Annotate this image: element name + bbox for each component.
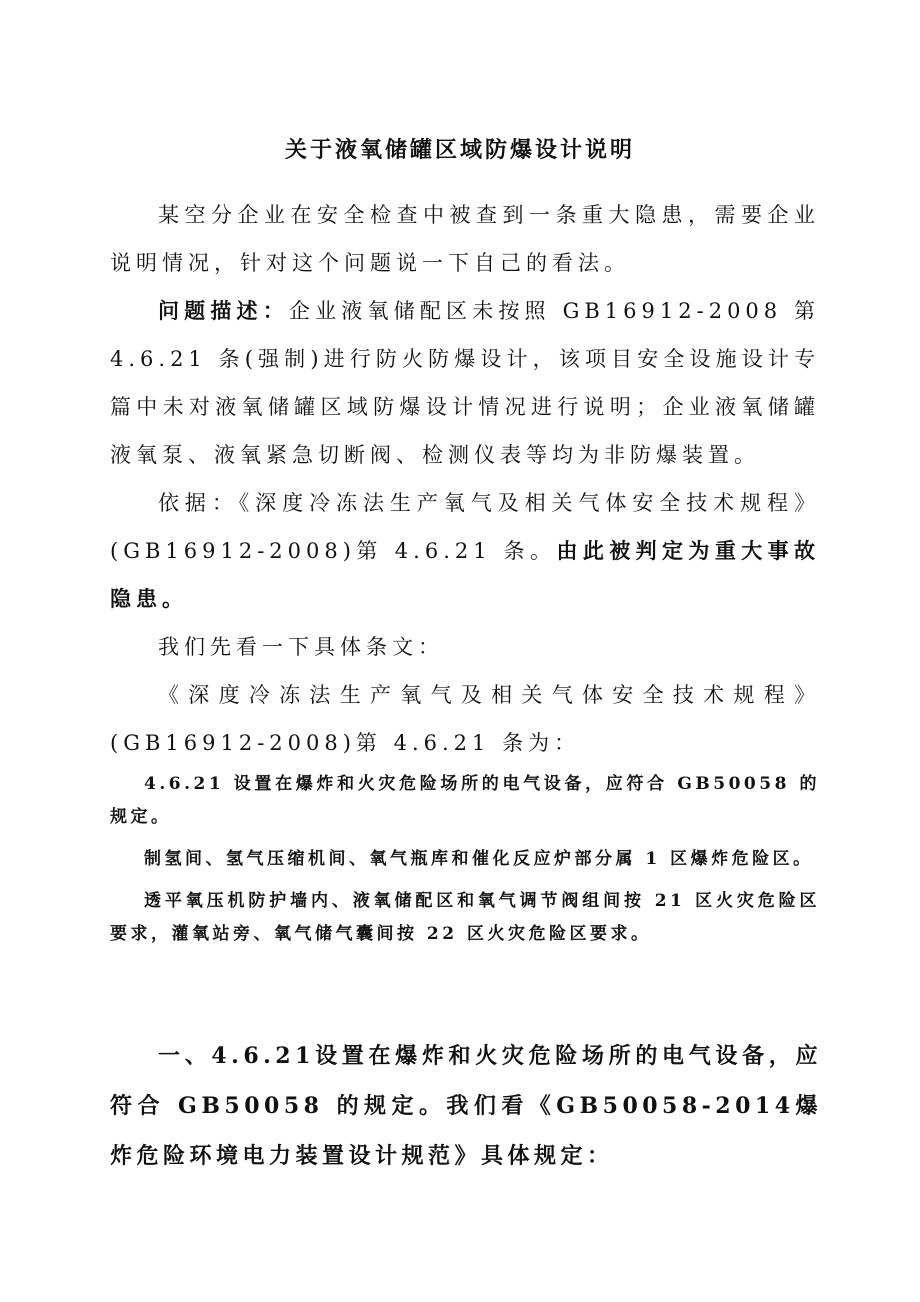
lookup-paragraph: 我们先看一下具体条文： (158, 635, 444, 659)
section-one-paragraph: 一、4.6.21设置在爆炸和火灾危险场所的电气设备，应符合 GB50058 的规定。我们看《GB50058-2014爆炸危险环境电力装置设计规范》具体规定： (110, 1043, 822, 1169)
clause-paragraph-2: 制氢间、氢气压缩机间、氧气瓶库和催化反应炉部分属 1 区爆炸危险区。 (144, 849, 814, 869)
section-one (110, 1031, 822, 1181)
problem-text: 企业液氧储配区未按照 GB16912-2008 第 4.6.21 条(强制)进行防火防爆设计，该项目安全设施设计专篇中未对液氧储罐区域防爆设计情况进行说明；企业液氧储罐液氧泵、液氧紧急切断阀、检测仪表等均为非防爆装置。 (110, 299, 821, 467)
basis-paragraph (110, 479, 820, 623)
basis-conclusion: 由此被判定为重大事故隐患。 (110, 538, 820, 611)
clause-paragraph-1: 4.6.21 设置在爆炸和火灾危险场所的电气设备，应符合 GB50058 的规定。 (110, 774, 820, 827)
quote-paragraph: 《深度冷冻法生产氧气及相关气体安全技术规程》(GB16912-2008)第 4.6.21 条为： (110, 683, 820, 755)
main-body (110, 191, 820, 767)
basis-text: 依据：《深度冷冻法生产氧气及相关气体安全技术规程》(GB16912-2008)第 4.6.21 条。 (110, 491, 820, 563)
document-title: 关于液氧储罐区域防爆设计说明 (284, 137, 635, 163)
intro-paragraph: 某空分企业在安全检查中被查到一条重大隐患，需要企业说明情况，针对这个问题说一下自己的看法。 (110, 203, 820, 275)
clause-paragraph-3: 透平氧压机防护墙内、液氧储配区和氧气调节阀组间按 21 区火灾危险区要求，灌氧站旁、氧气储气囊间按 22 区火灾危险区要求。 (110, 891, 820, 944)
problem-paragraph (110, 287, 820, 479)
problem-label: 问题描述： (158, 298, 289, 323)
clause-block (110, 768, 820, 960)
